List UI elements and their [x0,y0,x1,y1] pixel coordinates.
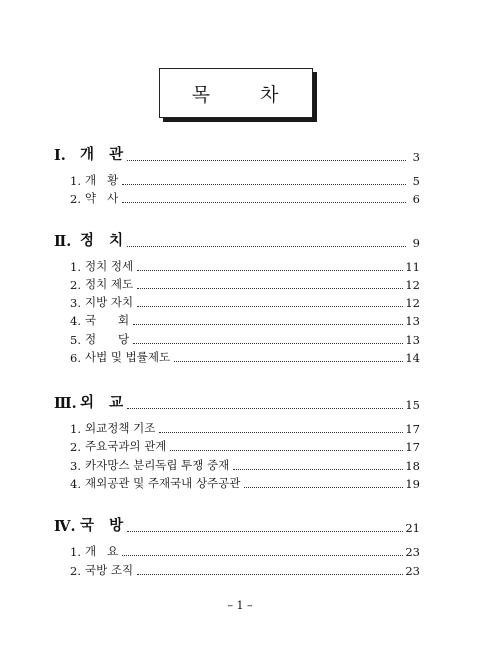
toc-item[interactable] [70,349,420,365]
page-number: 13 [405,314,420,328]
dot-leader [233,468,403,470]
page-number: 12 [405,296,420,310]
toc-item[interactable] [70,294,420,310]
toc-title-char-2: 차 [260,83,281,106]
page-number: 17 [405,422,420,436]
item-label: 지방 자치 [85,295,134,309]
section-number: Ⅰ. [54,147,66,164]
item-number: 2. [70,192,81,206]
page-number: 15 [405,398,420,412]
item-number: 3. [70,296,81,310]
dot-leader [122,201,406,203]
dot-leader [170,449,403,451]
toc-item[interactable] [70,543,420,559]
item-number: 2. [70,440,81,454]
dot-leader [133,323,403,325]
toc-section-4[interactable] [54,514,420,535]
item-number: 1. [70,422,81,436]
dot-leader [137,287,403,289]
item-number: 4. [70,477,81,491]
toc-title-box [159,68,313,118]
page-number: 17 [405,440,420,454]
item-number: 3. [70,459,81,473]
page-footer-number: – 1 – [227,599,253,612]
section-label: 외 교 [80,394,124,411]
dot-leader [127,407,403,409]
item-label: 카자망스 분리독립 투쟁 중재 [85,458,230,472]
item-label: 약 사 [85,191,119,205]
toc-item[interactable] [70,438,420,454]
dot-leader [127,530,403,532]
page-number: 21 [405,521,420,535]
dot-leader [122,554,403,556]
page-number: 5 [412,174,420,188]
dot-leader [174,360,403,362]
item-label: 주요국과의 관계 [85,439,167,453]
dot-leader [122,183,406,185]
toc-section-3[interactable] [54,391,420,412]
toc-title [192,80,281,107]
item-label: 외교정책 기조 [85,421,156,435]
item-label: 개 요 [85,544,119,558]
page-number: 11 [405,260,420,274]
section-label: 개 관 [80,146,124,163]
dot-leader [127,159,406,161]
dot-leader [133,342,403,344]
dot-leader [244,486,403,488]
item-number: 4. [70,314,81,328]
toc-title-char-1: 목 [191,83,212,106]
toc-item[interactable] [70,475,420,491]
page-number: 13 [405,333,420,347]
item-number: 2. [70,564,81,578]
page-number: 3 [412,150,420,164]
toc-item[interactable] [70,331,420,347]
toc-item[interactable] [70,172,420,188]
item-number: 6. [70,351,81,365]
page-number: 23 [405,564,420,578]
section-label: 국 방 [80,517,124,534]
item-label: 정치 정세 [85,259,134,273]
toc-item[interactable] [70,276,420,292]
toc-item[interactable] [70,190,420,206]
page-number: 18 [405,459,420,473]
toc-item[interactable] [70,420,420,436]
section-label: 정 치 [80,232,124,249]
item-label: 재외공관 및 주재국내 상주공관 [85,476,241,490]
dot-leader [137,305,403,307]
item-label: 정치 제도 [85,277,134,291]
dot-leader [159,431,403,433]
toc-item[interactable] [70,312,420,328]
page-number: 14 [405,351,420,365]
toc-item[interactable] [70,562,420,578]
page-number: 9 [412,236,420,250]
item-number: 1. [70,260,81,274]
item-number: 5. [70,333,81,347]
dot-leader [137,269,403,271]
dot-leader [127,245,406,247]
toc-item[interactable] [70,258,420,274]
page-number: 19 [405,477,420,491]
item-label: 개 황 [85,173,119,187]
item-label: 사법 및 법률제도 [85,350,171,364]
toc-section-2[interactable] [54,229,420,250]
section-number: Ⅲ. [54,395,77,412]
item-number: 2. [70,278,81,292]
item-label: 국방 조직 [85,563,134,577]
item-number: 1. [70,545,81,559]
item-label: 국 회 [85,313,130,327]
section-number: Ⅳ. [54,518,76,535]
page-number: 12 [405,278,420,292]
toc-section-1[interactable] [54,143,420,164]
item-number: 1. [70,174,81,188]
section-number: Ⅱ. [54,233,72,250]
dot-leader [137,573,403,575]
item-label: 정 당 [85,332,130,346]
toc-item[interactable] [70,457,420,473]
page-number: 6 [412,192,420,206]
page-number: 23 [405,545,420,559]
